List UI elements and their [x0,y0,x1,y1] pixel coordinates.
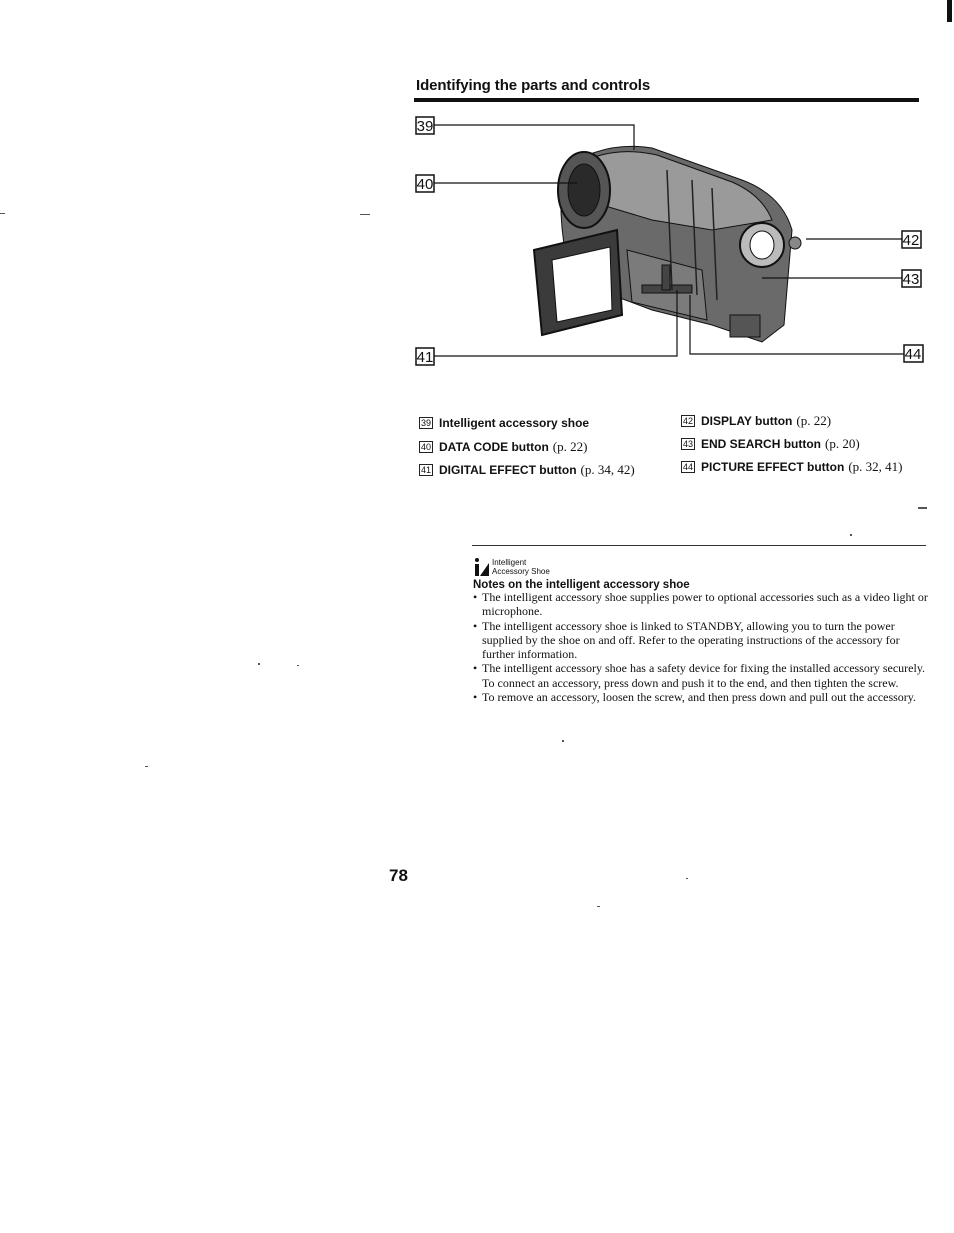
intelligent-accessory-shoe-logo-icon [474,557,490,577]
callout-label-42: 42 [902,232,920,249]
item-name: DATA CODE button [439,440,549,454]
item-name: Intelligent accessory shoe [439,416,590,430]
item-page-ref: (p. 22) [796,413,832,428]
scan-speck [297,665,299,666]
list-item: • The intelligent accessory shoe has a safety device for fixing the installed accessory securely. To connect an accessory, press down and push it to the end, and then tighten the screw. [473,661,929,690]
notes-title: Notes on the intelligent accessory shoe [473,579,690,591]
scan-speck [360,214,370,215]
callout-label-39: 39 [416,118,434,135]
scan-speck [145,766,148,767]
logo-caption-line2: Accessory Shoe [492,567,550,576]
item-name: PICTURE EFFECT button [701,460,845,474]
item-number: 44 [683,462,694,472]
list-item [681,436,860,452]
item-number: 43 [683,439,694,449]
page-edge-mark [947,0,952,22]
camcorder-drawing [534,146,801,342]
scan-speck [918,507,927,509]
camcorder-illustration [412,110,927,372]
callout-label-40: 40 [416,176,434,193]
item-number: 42 [683,416,694,426]
list-item [681,459,903,475]
scan-speck [0,213,5,214]
item-number: 39 [421,418,432,428]
section-heading: Identifying the parts and controls [416,77,651,94]
list-item: • The intelligent accessory shoe supplies power to optional accessories such as a video light or microphone. [473,590,929,619]
page-number: 78 [389,866,408,885]
list-item [419,416,593,430]
callout-label-44: 44 [904,346,922,363]
item-number: 41 [421,465,432,475]
logo-caption [492,558,550,576]
list-item: • The intelligent accessory shoe is linked to STANDBY, allowing you to turn the power supplied by the shoe on and off. Refer to the operating instructions of the accessory for further information. [473,619,929,662]
callout-label-41: 41 [416,349,434,366]
logo-caption-line1: Intelligent [492,558,527,567]
heading-rule [414,98,919,102]
scan-speck [686,878,688,879]
scan-speck [562,740,564,742]
notes-list [473,590,929,704]
list-item: • To remove an accessory, loosen the screw, and then press down and pull out the accessory. [473,690,929,704]
item-name: DIGITAL EFFECT button [439,463,577,477]
scan-speck [850,534,852,536]
list-item [681,413,831,429]
item-page-ref: (p. 32, 41) [848,459,903,474]
item-number: 40 [421,442,432,452]
list-item [419,462,635,478]
callout-label-43: 43 [902,271,920,288]
item-page-ref: (p. 34, 42) [580,462,635,477]
item-page-ref: (p. 22) [552,439,588,454]
item-name: END SEARCH button [701,437,822,451]
item-page-ref: (p. 20) [825,436,860,451]
item-name: DISPLAY button [701,414,793,428]
notes-divider [472,545,926,546]
list-item [419,439,587,455]
scan-speck [597,906,600,907]
scan-speck [258,663,260,665]
